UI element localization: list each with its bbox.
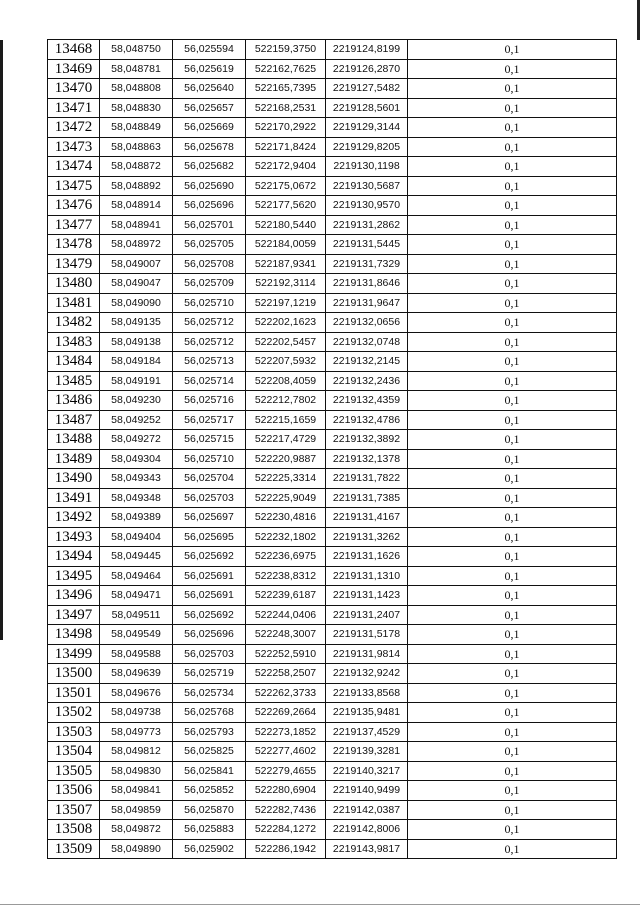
y-coordinate-cell: 2219135,9481 — [326, 703, 408, 723]
latitude-cell: 58,049252 — [100, 410, 173, 430]
latitude-cell: 58,049343 — [100, 469, 173, 489]
latitude-cell: 58,048914 — [100, 196, 173, 216]
y-coordinate-cell: 2219131,1310 — [326, 566, 408, 586]
y-coordinate-cell: 2219131,3262 — [326, 527, 408, 547]
longitude-cell: 56,025883 — [173, 820, 246, 840]
longitude-cell: 56,025682 — [173, 157, 246, 177]
table-row — [48, 313, 617, 333]
accuracy-cell: 0,1 — [408, 625, 617, 645]
x-coordinate-cell: 522225,3314 — [246, 469, 326, 489]
accuracy-cell: 0,1 — [408, 430, 617, 450]
point-number-cell: 13497 — [48, 605, 100, 625]
y-coordinate-cell: 2219129,8205 — [326, 137, 408, 157]
accuracy-cell: 0,1 — [408, 79, 617, 99]
coordinates-table-body — [48, 40, 617, 859]
accuracy-cell: 0,1 — [408, 215, 617, 235]
point-number-cell: 13477 — [48, 215, 100, 235]
x-coordinate-cell: 522192,3114 — [246, 274, 326, 294]
table-row — [48, 118, 617, 138]
table-row — [48, 586, 617, 606]
x-coordinate-cell: 522282,7436 — [246, 800, 326, 820]
accuracy-cell: 0,1 — [408, 664, 617, 684]
table-row — [48, 742, 617, 762]
table-row — [48, 508, 617, 528]
table-row — [48, 547, 617, 567]
latitude-cell: 58,049549 — [100, 625, 173, 645]
longitude-cell: 56,025719 — [173, 664, 246, 684]
latitude-cell: 58,048972 — [100, 235, 173, 255]
y-coordinate-cell: 2219131,9814 — [326, 644, 408, 664]
latitude-cell: 58,049191 — [100, 371, 173, 391]
table-row — [48, 332, 617, 352]
table-row — [48, 664, 617, 684]
x-coordinate-cell: 522208,4059 — [246, 371, 326, 391]
x-coordinate-cell: 522252,5910 — [246, 644, 326, 664]
longitude-cell: 56,025678 — [173, 137, 246, 157]
accuracy-cell: 0,1 — [408, 137, 617, 157]
latitude-cell: 58,049138 — [100, 332, 173, 352]
point-number-cell: 13480 — [48, 274, 100, 294]
latitude-cell: 58,048849 — [100, 118, 173, 138]
latitude-cell: 58,049445 — [100, 547, 173, 567]
point-number-cell: 13489 — [48, 449, 100, 469]
point-number-cell: 13470 — [48, 79, 100, 99]
longitude-cell: 56,025710 — [173, 293, 246, 313]
latitude-cell: 58,049859 — [100, 800, 173, 820]
table-row — [48, 410, 617, 430]
point-number-cell: 13507 — [48, 800, 100, 820]
longitude-cell: 56,025692 — [173, 547, 246, 567]
table-row — [48, 137, 617, 157]
latitude-cell: 58,048941 — [100, 215, 173, 235]
accuracy-cell: 0,1 — [408, 742, 617, 762]
longitude-cell: 56,025825 — [173, 742, 246, 762]
x-coordinate-cell: 522262,3733 — [246, 683, 326, 703]
y-coordinate-cell: 2219140,9499 — [326, 781, 408, 801]
x-coordinate-cell: 522239,6187 — [246, 586, 326, 606]
y-coordinate-cell: 2219128,5601 — [326, 98, 408, 118]
y-coordinate-cell: 2219130,1198 — [326, 157, 408, 177]
x-coordinate-cell: 522184,0059 — [246, 235, 326, 255]
y-coordinate-cell: 2219131,2862 — [326, 215, 408, 235]
longitude-cell: 56,025692 — [173, 605, 246, 625]
table-row — [48, 781, 617, 801]
longitude-cell: 56,025714 — [173, 371, 246, 391]
y-coordinate-cell: 2219129,3144 — [326, 118, 408, 138]
longitude-cell: 56,025717 — [173, 410, 246, 430]
table-row — [48, 293, 617, 313]
accuracy-cell: 0,1 — [408, 293, 617, 313]
y-coordinate-cell: 2219132,2145 — [326, 352, 408, 372]
longitude-cell: 56,025703 — [173, 644, 246, 664]
longitude-cell: 56,025715 — [173, 430, 246, 450]
accuracy-cell: 0,1 — [408, 371, 617, 391]
accuracy-cell: 0,1 — [408, 781, 617, 801]
longitude-cell: 56,025712 — [173, 313, 246, 333]
point-number-cell: 13484 — [48, 352, 100, 372]
point-number-cell: 13473 — [48, 137, 100, 157]
latitude-cell: 58,049639 — [100, 664, 173, 684]
table-row — [48, 566, 617, 586]
coordinates-table — [47, 39, 617, 859]
accuracy-cell: 0,1 — [408, 722, 617, 742]
latitude-cell: 58,048830 — [100, 98, 173, 118]
longitude-cell: 56,025691 — [173, 586, 246, 606]
y-coordinate-cell: 2219131,5445 — [326, 235, 408, 255]
y-coordinate-cell: 2219132,9242 — [326, 664, 408, 684]
latitude-cell: 58,049738 — [100, 703, 173, 723]
table-row — [48, 391, 617, 411]
point-number-cell: 13498 — [48, 625, 100, 645]
point-number-cell: 13509 — [48, 839, 100, 859]
accuracy-cell: 0,1 — [408, 703, 617, 723]
x-coordinate-cell: 522225,9049 — [246, 488, 326, 508]
table-row — [48, 352, 617, 372]
point-number-cell: 13505 — [48, 761, 100, 781]
longitude-cell: 56,025696 — [173, 196, 246, 216]
y-coordinate-cell: 2219133,8568 — [326, 683, 408, 703]
latitude-cell: 58,049304 — [100, 449, 173, 469]
accuracy-cell: 0,1 — [408, 157, 617, 177]
x-coordinate-cell: 522180,5440 — [246, 215, 326, 235]
y-coordinate-cell: 2219132,0656 — [326, 313, 408, 333]
accuracy-cell: 0,1 — [408, 118, 617, 138]
latitude-cell: 58,049272 — [100, 430, 173, 450]
longitude-cell: 56,025713 — [173, 352, 246, 372]
accuracy-cell: 0,1 — [408, 605, 617, 625]
latitude-cell: 58,048781 — [100, 59, 173, 79]
y-coordinate-cell: 2219132,2436 — [326, 371, 408, 391]
y-coordinate-cell: 2219131,1423 — [326, 586, 408, 606]
y-coordinate-cell: 2219142,0387 — [326, 800, 408, 820]
x-coordinate-cell: 522273,1852 — [246, 722, 326, 742]
point-number-cell: 13492 — [48, 508, 100, 528]
table-row — [48, 274, 617, 294]
x-coordinate-cell: 522286,1942 — [246, 839, 326, 859]
table-row — [48, 215, 617, 235]
point-number-cell: 13504 — [48, 742, 100, 762]
accuracy-cell: 0,1 — [408, 59, 617, 79]
x-coordinate-cell: 522230,4816 — [246, 508, 326, 528]
x-coordinate-cell: 522215,1659 — [246, 410, 326, 430]
y-coordinate-cell: 2219131,9647 — [326, 293, 408, 313]
table-row — [48, 644, 617, 664]
longitude-cell: 56,025710 — [173, 449, 246, 469]
x-coordinate-cell: 522280,6904 — [246, 781, 326, 801]
y-coordinate-cell: 2219137,4529 — [326, 722, 408, 742]
table-row — [48, 59, 617, 79]
table-row — [48, 449, 617, 469]
x-coordinate-cell: 522177,5620 — [246, 196, 326, 216]
point-number-cell: 13476 — [48, 196, 100, 216]
x-coordinate-cell: 522217,4729 — [246, 430, 326, 450]
point-number-cell: 13472 — [48, 118, 100, 138]
x-coordinate-cell: 522238,8312 — [246, 566, 326, 586]
table-row — [48, 761, 617, 781]
latitude-cell: 58,049184 — [100, 352, 173, 372]
y-coordinate-cell: 2219126,2870 — [326, 59, 408, 79]
longitude-cell: 56,025793 — [173, 722, 246, 742]
y-coordinate-cell: 2219132,4786 — [326, 410, 408, 430]
point-number-cell: 13499 — [48, 644, 100, 664]
latitude-cell: 58,049812 — [100, 742, 173, 762]
x-coordinate-cell: 522168,2531 — [246, 98, 326, 118]
y-coordinate-cell: 2219132,1378 — [326, 449, 408, 469]
accuracy-cell: 0,1 — [408, 98, 617, 118]
point-number-cell: 13468 — [48, 40, 100, 60]
x-coordinate-cell: 522220,9887 — [246, 449, 326, 469]
point-number-cell: 13475 — [48, 176, 100, 196]
latitude-cell: 58,049676 — [100, 683, 173, 703]
x-coordinate-cell: 522269,2664 — [246, 703, 326, 723]
point-number-cell: 13494 — [48, 547, 100, 567]
y-coordinate-cell: 2219124,8199 — [326, 40, 408, 60]
x-coordinate-cell: 522284,1272 — [246, 820, 326, 840]
latitude-cell: 58,049872 — [100, 820, 173, 840]
longitude-cell: 56,025697 — [173, 508, 246, 528]
x-coordinate-cell: 522187,9341 — [246, 254, 326, 274]
x-coordinate-cell: 522202,1623 — [246, 313, 326, 333]
accuracy-cell: 0,1 — [408, 469, 617, 489]
point-number-cell: 13500 — [48, 664, 100, 684]
latitude-cell: 58,048872 — [100, 157, 173, 177]
table-row — [48, 527, 617, 547]
latitude-cell: 58,049090 — [100, 293, 173, 313]
longitude-cell: 56,025594 — [173, 40, 246, 60]
y-coordinate-cell: 2219130,5687 — [326, 176, 408, 196]
latitude-cell: 58,048808 — [100, 79, 173, 99]
table-row — [48, 235, 617, 255]
y-coordinate-cell: 2219142,8006 — [326, 820, 408, 840]
accuracy-cell: 0,1 — [408, 352, 617, 372]
accuracy-cell: 0,1 — [408, 547, 617, 567]
x-coordinate-cell: 522207,5932 — [246, 352, 326, 372]
x-coordinate-cell: 522244,0406 — [246, 605, 326, 625]
table-row — [48, 469, 617, 489]
table-row — [48, 722, 617, 742]
accuracy-cell: 0,1 — [408, 449, 617, 469]
accuracy-cell: 0,1 — [408, 40, 617, 60]
y-coordinate-cell: 2219131,7329 — [326, 254, 408, 274]
latitude-cell: 58,049464 — [100, 566, 173, 586]
point-number-cell: 13481 — [48, 293, 100, 313]
accuracy-cell: 0,1 — [408, 527, 617, 547]
y-coordinate-cell: 2219131,2407 — [326, 605, 408, 625]
y-coordinate-cell: 2219131,5178 — [326, 625, 408, 645]
table-row — [48, 625, 617, 645]
point-number-cell: 13491 — [48, 488, 100, 508]
x-coordinate-cell: 522162,7625 — [246, 59, 326, 79]
table-row — [48, 430, 617, 450]
table-row — [48, 98, 617, 118]
longitude-cell: 56,025902 — [173, 839, 246, 859]
y-coordinate-cell: 2219143,9817 — [326, 839, 408, 859]
table-row — [48, 703, 617, 723]
longitude-cell: 56,025690 — [173, 176, 246, 196]
point-number-cell: 13490 — [48, 469, 100, 489]
point-number-cell: 13495 — [48, 566, 100, 586]
y-coordinate-cell: 2219131,8646 — [326, 274, 408, 294]
accuracy-cell: 0,1 — [408, 566, 617, 586]
longitude-cell: 56,025734 — [173, 683, 246, 703]
x-coordinate-cell: 522248,3007 — [246, 625, 326, 645]
accuracy-cell: 0,1 — [408, 176, 617, 196]
y-coordinate-cell: 2219140,3217 — [326, 761, 408, 781]
x-coordinate-cell: 522232,1802 — [246, 527, 326, 547]
latitude-cell: 58,049404 — [100, 527, 173, 547]
longitude-cell: 56,025696 — [173, 625, 246, 645]
table-row — [48, 800, 617, 820]
table-row — [48, 488, 617, 508]
longitude-cell: 56,025870 — [173, 800, 246, 820]
accuracy-cell: 0,1 — [408, 332, 617, 352]
point-number-cell: 13493 — [48, 527, 100, 547]
point-number-cell: 13482 — [48, 313, 100, 333]
latitude-cell: 58,049588 — [100, 644, 173, 664]
point-number-cell: 13503 — [48, 722, 100, 742]
point-number-cell: 13488 — [48, 430, 100, 450]
accuracy-cell: 0,1 — [408, 586, 617, 606]
x-coordinate-cell: 522197,1219 — [246, 293, 326, 313]
y-coordinate-cell: 2219131,4167 — [326, 508, 408, 528]
x-coordinate-cell: 522159,3750 — [246, 40, 326, 60]
longitude-cell: 56,025709 — [173, 274, 246, 294]
y-coordinate-cell: 2219132,0748 — [326, 332, 408, 352]
latitude-cell: 58,048863 — [100, 137, 173, 157]
accuracy-cell: 0,1 — [408, 839, 617, 859]
longitude-cell: 56,025712 — [173, 332, 246, 352]
table-row — [48, 839, 617, 859]
accuracy-cell: 0,1 — [408, 235, 617, 255]
point-number-cell: 13474 — [48, 157, 100, 177]
longitude-cell: 56,025703 — [173, 488, 246, 508]
x-coordinate-cell: 522236,6975 — [246, 547, 326, 567]
accuracy-cell: 0,1 — [408, 508, 617, 528]
x-coordinate-cell: 522171,8424 — [246, 137, 326, 157]
accuracy-cell: 0,1 — [408, 644, 617, 664]
accuracy-cell: 0,1 — [408, 820, 617, 840]
table-row — [48, 79, 617, 99]
longitude-cell: 56,025708 — [173, 254, 246, 274]
latitude-cell: 58,048750 — [100, 40, 173, 60]
x-coordinate-cell: 522165,7395 — [246, 79, 326, 99]
longitude-cell: 56,025705 — [173, 235, 246, 255]
accuracy-cell: 0,1 — [408, 410, 617, 430]
point-number-cell: 13508 — [48, 820, 100, 840]
longitude-cell: 56,025841 — [173, 761, 246, 781]
longitude-cell: 56,025657 — [173, 98, 246, 118]
x-coordinate-cell: 522212,7802 — [246, 391, 326, 411]
point-number-cell: 13501 — [48, 683, 100, 703]
latitude-cell: 58,049047 — [100, 274, 173, 294]
accuracy-cell: 0,1 — [408, 196, 617, 216]
point-number-cell: 13496 — [48, 586, 100, 606]
longitude-cell: 56,025768 — [173, 703, 246, 723]
x-coordinate-cell: 522170,2922 — [246, 118, 326, 138]
longitude-cell: 56,025716 — [173, 391, 246, 411]
point-number-cell: 13469 — [48, 59, 100, 79]
table-row — [48, 371, 617, 391]
point-number-cell: 13486 — [48, 391, 100, 411]
accuracy-cell: 0,1 — [408, 254, 617, 274]
table-row — [48, 157, 617, 177]
latitude-cell: 58,049007 — [100, 254, 173, 274]
longitude-cell: 56,025691 — [173, 566, 246, 586]
latitude-cell: 58,049841 — [100, 781, 173, 801]
table-row — [48, 683, 617, 703]
table-row — [48, 40, 617, 60]
point-number-cell: 13478 — [48, 235, 100, 255]
y-coordinate-cell: 2219130,9570 — [326, 196, 408, 216]
longitude-cell: 56,025640 — [173, 79, 246, 99]
x-coordinate-cell: 522172,9404 — [246, 157, 326, 177]
y-coordinate-cell: 2219139,3281 — [326, 742, 408, 762]
accuracy-cell: 0,1 — [408, 391, 617, 411]
latitude-cell: 58,049135 — [100, 313, 173, 333]
point-number-cell: 13483 — [48, 332, 100, 352]
accuracy-cell: 0,1 — [408, 800, 617, 820]
y-coordinate-cell: 2219132,3892 — [326, 430, 408, 450]
latitude-cell: 58,049830 — [100, 761, 173, 781]
table-row — [48, 605, 617, 625]
scan-left-edge — [0, 40, 3, 640]
y-coordinate-cell: 2219131,7385 — [326, 488, 408, 508]
point-number-cell: 13487 — [48, 410, 100, 430]
latitude-cell: 58,049471 — [100, 586, 173, 606]
table-row — [48, 820, 617, 840]
latitude-cell: 58,049348 — [100, 488, 173, 508]
longitude-cell: 56,025852 — [173, 781, 246, 801]
x-coordinate-cell: 522258,2507 — [246, 664, 326, 684]
table-row — [48, 254, 617, 274]
x-coordinate-cell: 522279,4655 — [246, 761, 326, 781]
longitude-cell: 56,025669 — [173, 118, 246, 138]
longitude-cell: 56,025619 — [173, 59, 246, 79]
latitude-cell: 58,049511 — [100, 605, 173, 625]
x-coordinate-cell: 522202,5457 — [246, 332, 326, 352]
latitude-cell: 58,049890 — [100, 839, 173, 859]
y-coordinate-cell: 2219132,4359 — [326, 391, 408, 411]
longitude-cell: 56,025695 — [173, 527, 246, 547]
accuracy-cell: 0,1 — [408, 274, 617, 294]
longitude-cell: 56,025704 — [173, 469, 246, 489]
point-number-cell: 13506 — [48, 781, 100, 801]
point-number-cell: 13485 — [48, 371, 100, 391]
longitude-cell: 56,025701 — [173, 215, 246, 235]
x-coordinate-cell: 522277,4602 — [246, 742, 326, 762]
accuracy-cell: 0,1 — [408, 761, 617, 781]
point-number-cell: 13471 — [48, 98, 100, 118]
table-row — [48, 196, 617, 216]
latitude-cell: 58,048892 — [100, 176, 173, 196]
latitude-cell: 58,049230 — [100, 391, 173, 411]
accuracy-cell: 0,1 — [408, 683, 617, 703]
accuracy-cell: 0,1 — [408, 313, 617, 333]
latitude-cell: 58,049389 — [100, 508, 173, 528]
accuracy-cell: 0,1 — [408, 488, 617, 508]
point-number-cell: 13502 — [48, 703, 100, 723]
point-number-cell: 13479 — [48, 254, 100, 274]
latitude-cell: 58,049773 — [100, 722, 173, 742]
y-coordinate-cell: 2219131,1626 — [326, 547, 408, 567]
table-row — [48, 176, 617, 196]
x-coordinate-cell: 522175,0672 — [246, 176, 326, 196]
y-coordinate-cell: 2219127,5482 — [326, 79, 408, 99]
y-coordinate-cell: 2219131,7822 — [326, 469, 408, 489]
